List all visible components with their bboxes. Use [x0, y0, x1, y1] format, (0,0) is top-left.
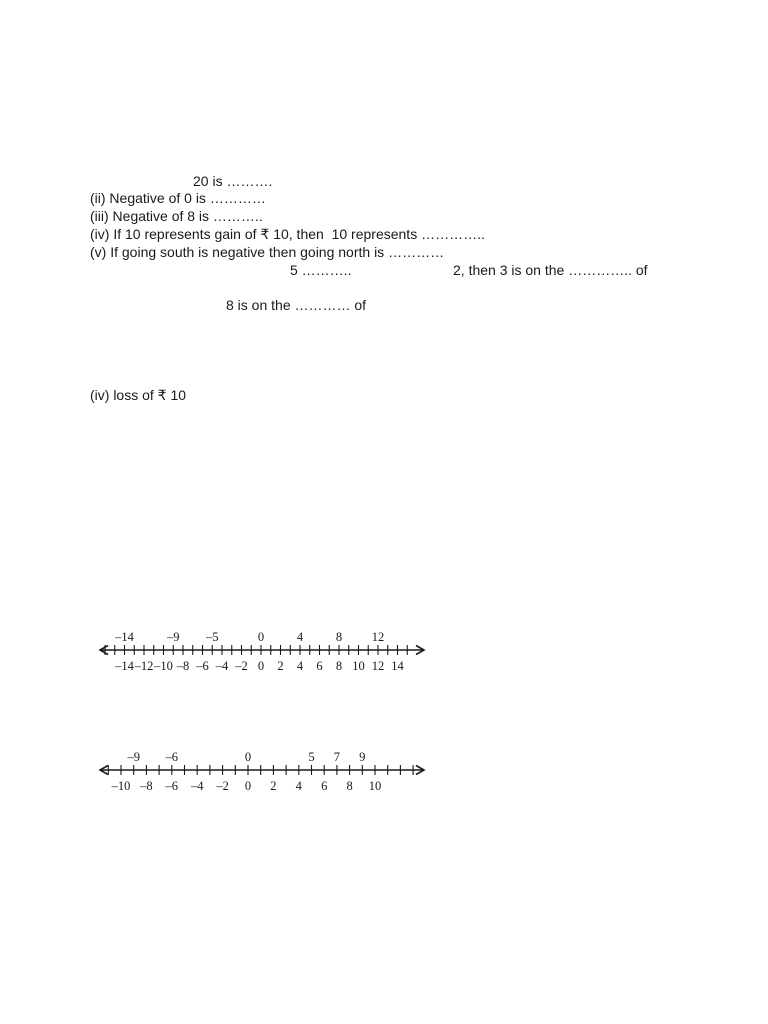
top-point-label: 12: [371, 630, 385, 644]
bottom-tick-label: 10: [368, 779, 382, 793]
line-then-3-is-on-the: 2, then 3 is on the ………….. of: [453, 262, 648, 278]
line-20-is: 20 is ……….: [193, 173, 273, 189]
bottom-tick-label: –12: [134, 659, 154, 673]
top-point-label: 0: [257, 630, 265, 644]
bottom-tick-label: 8: [335, 659, 343, 673]
line-negative-of-8: (iii) Negative of 8 is ………..: [90, 208, 263, 224]
line-5-dots: 5 ………..: [290, 262, 352, 278]
top-point-label: 9: [359, 750, 366, 764]
bottom-tick-label: 0: [244, 779, 252, 793]
number-line-2-svg: [98, 746, 428, 806]
bottom-tick-label: –8: [140, 779, 153, 793]
top-point-label: 8: [335, 630, 343, 644]
line-going-south: (v) If going south is negative then going north is …………: [90, 244, 445, 260]
bottom-tick-label: 6: [316, 659, 323, 673]
bottom-tick-label: 6: [321, 779, 328, 793]
line-negative-of-0: (ii) Negative of 0 is …………: [90, 190, 266, 206]
bottom-tick-label: –10: [154, 659, 173, 673]
bottom-tick-label: 4: [296, 659, 304, 673]
bottom-tick-label: –8: [176, 659, 190, 673]
top-point-label: –5: [206, 630, 219, 644]
top-point-label: –9: [127, 750, 140, 764]
line-8-is-on-the: 8 is on the ………… of: [226, 297, 367, 313]
bottom-tick-label: –10: [111, 779, 131, 793]
bottom-tick-label: –6: [165, 779, 179, 793]
top-point-label: 0: [244, 750, 252, 764]
bottom-tick-label: 2: [277, 659, 284, 673]
bottom-tick-label: –6: [196, 659, 209, 673]
bottom-tick-label: –4: [215, 659, 229, 673]
bottom-tick-label: –2: [235, 659, 248, 673]
bottom-tick-label: 14: [391, 659, 404, 673]
top-point-label: 7: [333, 750, 341, 764]
bottom-tick-label: –4: [190, 779, 204, 793]
bottom-tick-label: 8: [346, 779, 353, 793]
number-line-1: [98, 626, 428, 686]
bottom-tick-label: 2: [270, 779, 277, 793]
top-point-label: 4: [296, 630, 304, 644]
line-gain-of-10: (iv) If 10 represents gain of ₹ 10, then 10 represents …………..: [90, 226, 485, 242]
top-point-label: –6: [165, 750, 179, 764]
top-point-label: –9: [167, 630, 180, 644]
bottom-tick-label: 4: [295, 779, 302, 793]
number-line-2: [98, 746, 428, 806]
bottom-tick-label: 0: [257, 659, 265, 673]
bottom-tick-label: –14: [115, 659, 134, 673]
top-point-label: 5: [308, 750, 315, 764]
bottom-tick-label: –2: [216, 779, 229, 793]
top-point-label: –14: [115, 630, 134, 644]
line-loss-of-10: (iv) loss of ₹ 10: [90, 387, 187, 403]
number-line-1-svg: [98, 626, 428, 686]
bottom-tick-label: 12: [371, 659, 385, 673]
bottom-tick-label: 10: [352, 659, 365, 673]
